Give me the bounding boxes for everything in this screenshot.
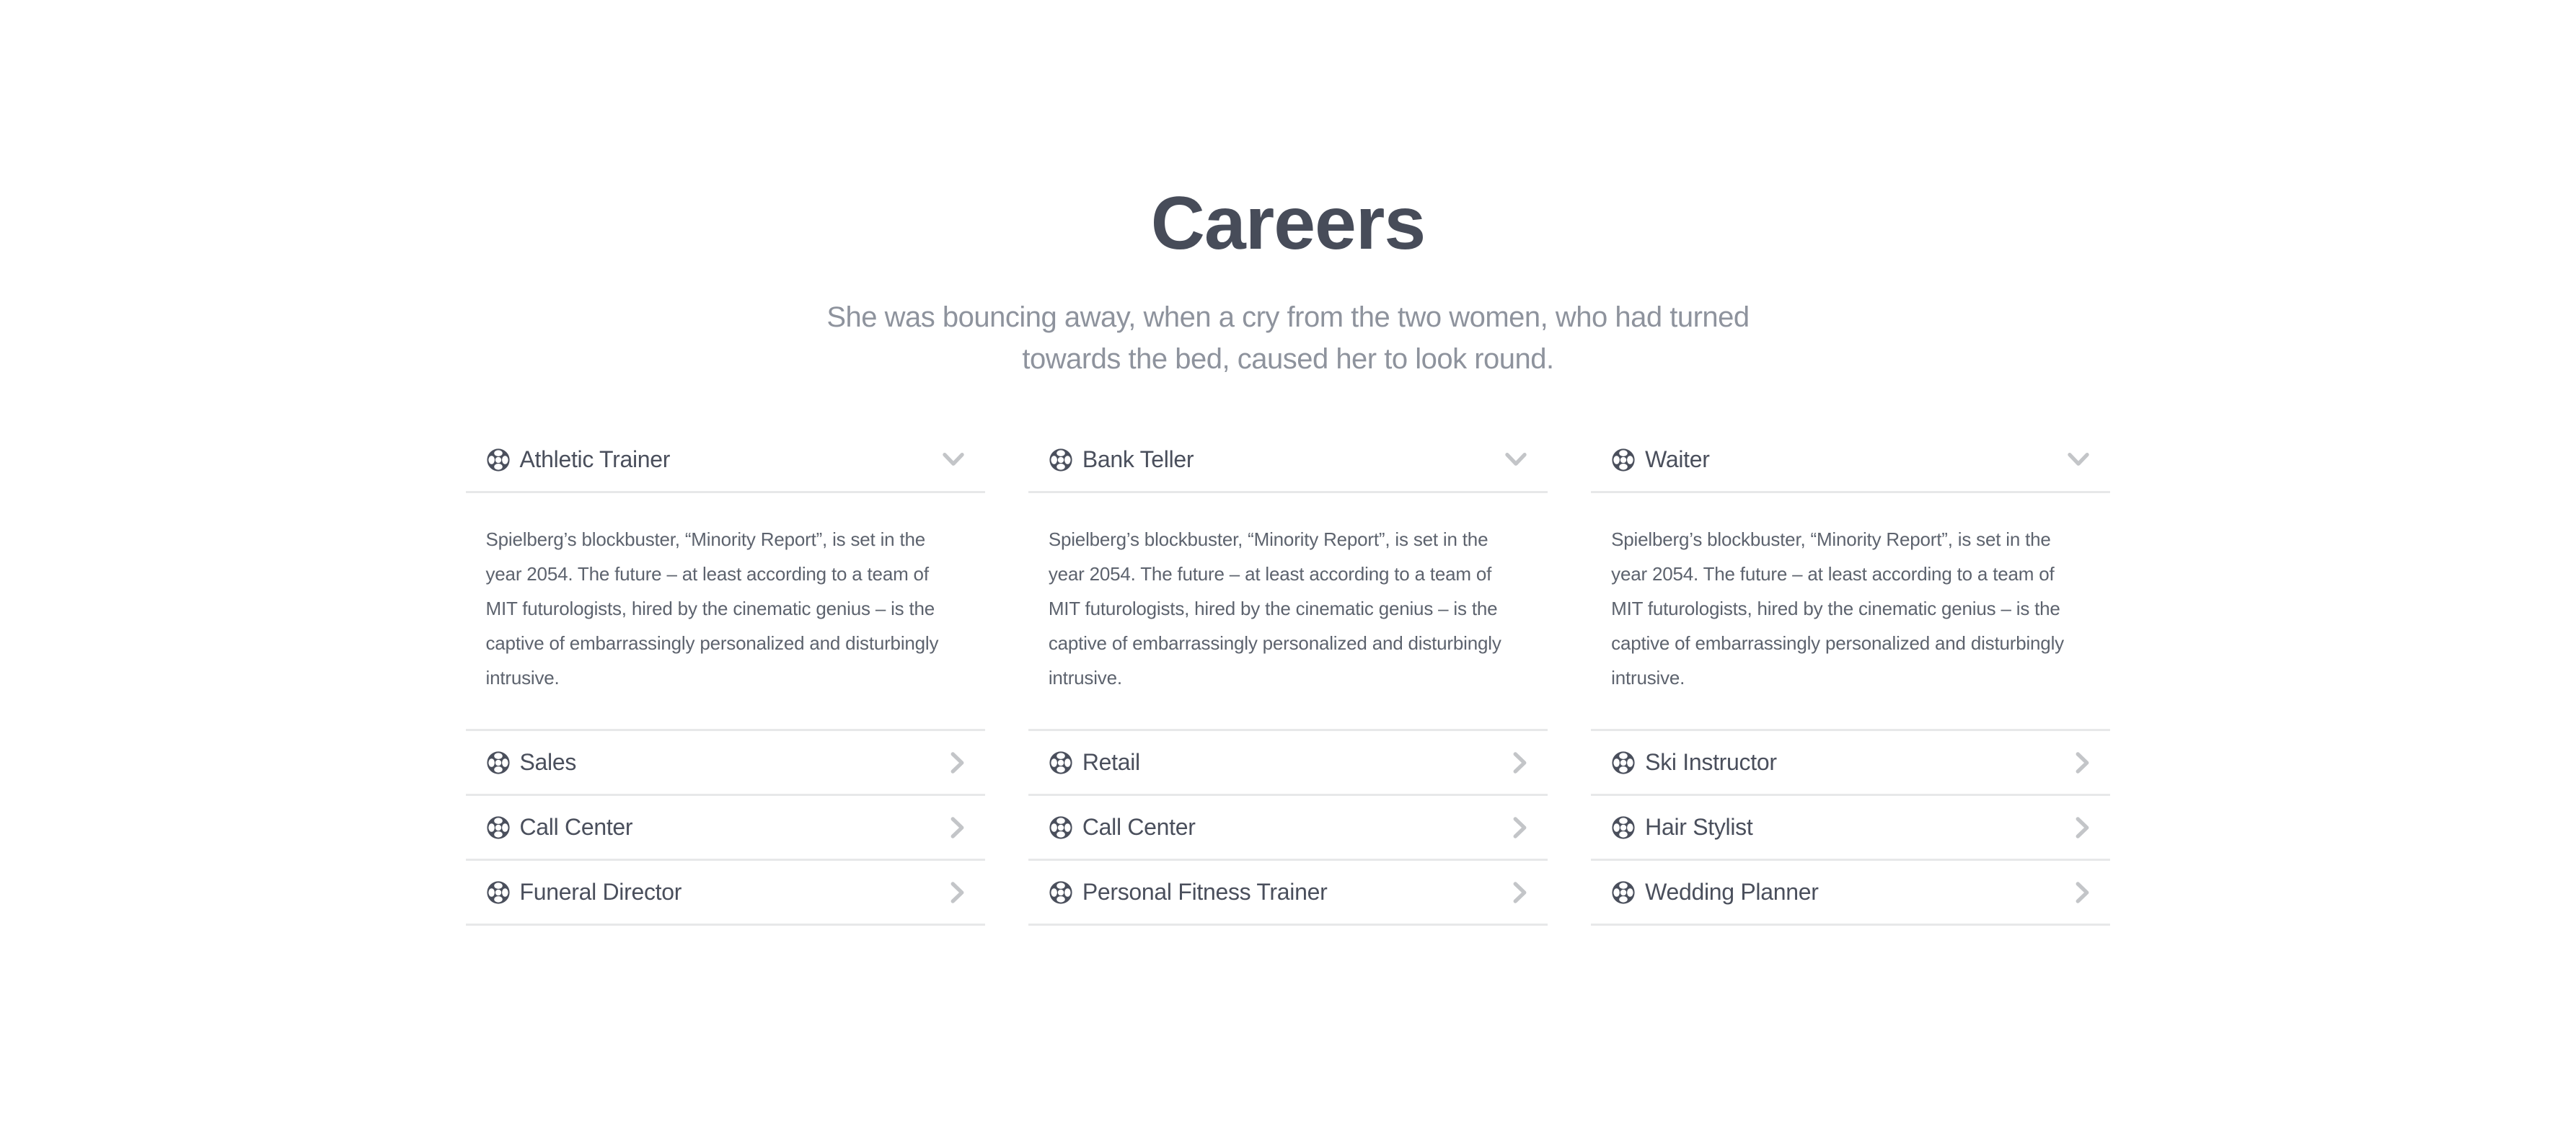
chevron-right-icon (950, 881, 965, 904)
accordion-item-label: Athletic Trainer (519, 446, 671, 472)
accordion-item (1591, 861, 2110, 926)
chevron-right-icon (1512, 881, 1527, 904)
accordion-body (466, 493, 985, 731)
accordion-item-label: Personal Fitness Trainer (1082, 879, 1328, 905)
accordion-header-bank-teller[interactable] (1028, 428, 1548, 493)
lifebuoy-icon (1049, 448, 1073, 472)
careers-columns (466, 428, 2111, 926)
chevron-right-icon (1512, 751, 1527, 774)
lifebuoy-icon (486, 815, 511, 840)
lifebuoy-icon (1611, 880, 1636, 905)
accordion-header-waiter[interactable] (1591, 428, 2110, 493)
accordion-body (1028, 493, 1548, 731)
page-title: Careers (1150, 182, 1426, 265)
accordion-header-call-center-2[interactable] (1028, 796, 1548, 861)
accordion-item-label: Hair Stylist (1645, 814, 1753, 840)
accordion-item-label: Wedding Planner (1645, 879, 1819, 905)
chevron-right-icon (950, 816, 965, 839)
accordion-item (466, 796, 985, 861)
accordion-header-athletic-trainer[interactable] (466, 428, 985, 493)
accordion-item (466, 861, 985, 926)
chevron-down-icon (942, 452, 965, 467)
lifebuoy-icon (1611, 448, 1636, 472)
chevron-down-icon (2067, 452, 2090, 467)
careers-column-3 (1591, 428, 2110, 926)
accordion-item (1591, 796, 2110, 861)
accordion-item-label: Call Center (1082, 814, 1196, 840)
lifebuoy-icon (486, 448, 511, 472)
lifebuoy-icon (1049, 880, 1073, 905)
lifebuoy-icon (1611, 815, 1636, 840)
accordion-body (1591, 493, 2110, 731)
accordion-description: Spielberg’s blockbuster, “Minority Report”, is set in the year 2054. The future – at least according to a team of MIT futurologists, hired by the cinematic genius – is the captive of embarrassingly personalized and disturbingly intrusive. (485, 528, 939, 689)
accordion-item (1028, 796, 1548, 861)
chevron-right-icon (950, 751, 965, 774)
accordion-header-personal-fitness-trainer[interactable] (1028, 861, 1548, 926)
chevron-down-icon (1504, 452, 1527, 467)
lifebuoy-icon (1611, 751, 1636, 775)
accordion-header-wedding-planner[interactable] (1591, 861, 2110, 926)
accordion-item-expanded (1028, 428, 1548, 731)
page-subtitle: She was bouncing away, when a cry from the two women, who had turned towards the bed, caused her to look round. (826, 301, 1750, 375)
accordion-item-label: Call Center (519, 814, 633, 840)
accordion-item (1591, 731, 2110, 796)
lifebuoy-icon (486, 880, 511, 905)
accordion-item-label: Waiter (1645, 446, 1710, 472)
accordion-header-retail[interactable] (1028, 731, 1548, 796)
accordion-header-hair-stylist[interactable] (1591, 796, 2110, 861)
accordion-item (1028, 731, 1548, 796)
chevron-right-icon (2075, 881, 2090, 904)
accordion-item-expanded (1591, 428, 2110, 731)
lifebuoy-icon (486, 751, 511, 775)
accordion-header-funeral-director[interactable] (466, 861, 985, 926)
lifebuoy-icon (1049, 815, 1073, 840)
accordion-item-label: Ski Instructor (1645, 749, 1777, 775)
accordion-item (466, 731, 985, 796)
accordion-item-label: Funeral Director (519, 879, 682, 905)
accordion-item-label: Bank Teller (1082, 446, 1194, 472)
accordion-header-call-center[interactable] (466, 796, 985, 861)
chevron-right-icon (2075, 751, 2090, 774)
accordion-item-label: Retail (1082, 749, 1140, 775)
careers-column-1 (466, 428, 985, 926)
accordion-description: Spielberg’s blockbuster, “Minority Report”, is set in the year 2054. The future – at least according to a team of MIT futurologists, hired by the cinematic genius – is the captive of embarrassingly personalized and disturbingly intrusive. (1048, 528, 1501, 689)
chevron-right-icon (2075, 816, 2090, 839)
accordion-header-sales[interactable] (466, 731, 985, 796)
chevron-right-icon (1512, 816, 1527, 839)
accordion-item-label: Sales (519, 749, 577, 775)
accordion-item (1028, 861, 1548, 926)
lifebuoy-icon (1049, 751, 1073, 775)
accordion-item-expanded (466, 428, 985, 731)
accordion-header-ski-instructor[interactable] (1591, 731, 2110, 796)
accordion-description: Spielberg’s blockbuster, “Minority Report”, is set in the year 2054. The future – at least according to a team of MIT futurologists, hired by the cinematic genius – is the captive of embarrassingly personalized and disturbingly intrusive. (1611, 528, 2064, 689)
careers-column-2 (1028, 428, 1548, 926)
